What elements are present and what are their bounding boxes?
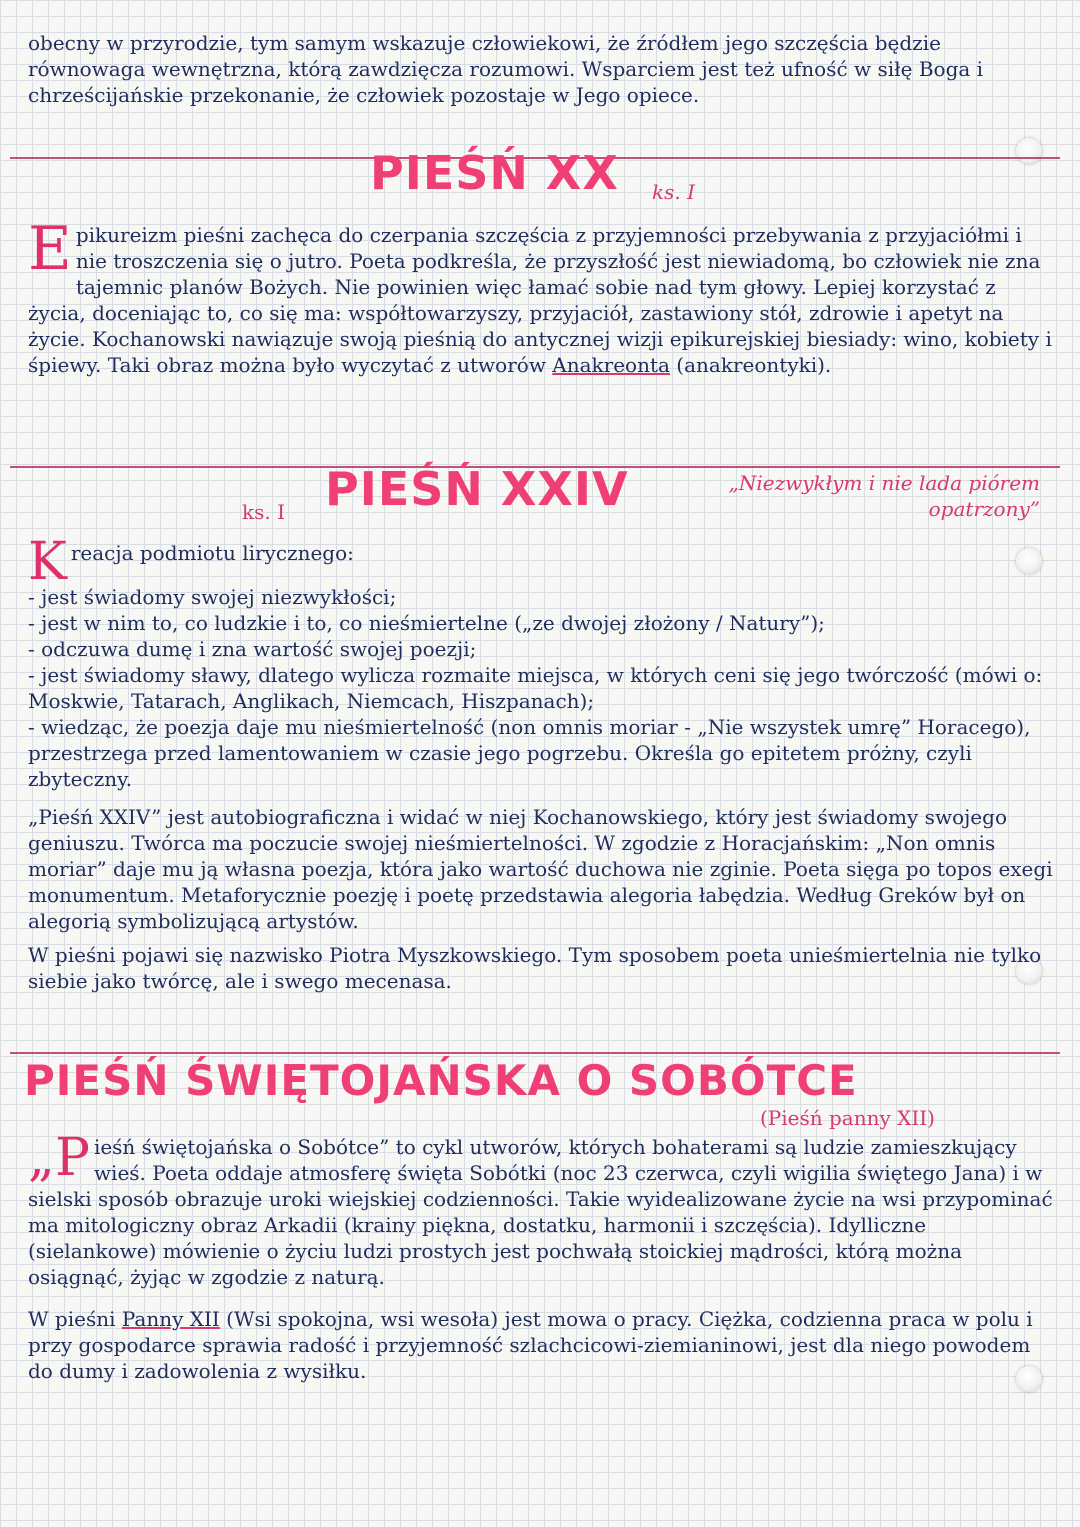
sobotka-paragraph-2 (28, 1306, 1058, 1384)
panny-xii-text: Panny XII (121, 1307, 220, 1331)
list-item: - wiedząc, że poezja daje mu nieśmiertelność (non omnis moriar - „Nie wszystek umrę” Horacego), przestrzega przed lamentowaniem w czasie jego pogrzebu. Określa go epitetem próżny, czyli zbyteczny. (28, 715, 1031, 791)
intro-paragraph (28, 30, 1058, 116)
sobotka-paragraph-2-b: (Wsi spokojna, wsi wesoła) jest mowa o pracy. Ciężka, codzienna praca w polu i przy gospodarce sprawia radość i przyjemność szlachcicowi-ziemianinowi, jest dla niego powodem do dumy i zadowolenia z wysiłku. (28, 1307, 1033, 1383)
list-item: - jest świadomy sławy, dlatego wylicza rozmaite miejsca, w których ceni się jego twórczość (mówi o: Moskwie, Tatarach, Anglikach, Niemcach, Hiszpanach); (28, 663, 1043, 713)
dropcap-p: „P (28, 1128, 90, 1188)
binder-hole (1016, 138, 1042, 164)
book-label-xxiv: ks. I (242, 500, 285, 524)
lyric-subject-list (28, 584, 1058, 792)
sobotka-paragraph-1 (28, 1128, 1058, 1290)
dropcap-e: E (28, 214, 72, 284)
section-sobotka-body (28, 1128, 1058, 1392)
list-item: - jest świadomy swojej niezwykłości; (28, 585, 397, 609)
list-item: - odczuwa dumę i zna wartość swojej poezji; (28, 637, 477, 661)
piesn-xx-text-a: pikureizm pieśni zachęca do czerpania szczęścia z przyjemności przebywania z przyjaciółmi i nie troszczenia się o jutro. Poeta podkreśla, że przyszłość jest niewiadomą, bo człowiek nie zna tajemnic planów Bożych. Nie powinien więc łamać sobie nad tym głowy. Lepiej korzystać z życia, doceniając to, co się ma: współtowarzyszy, przyjaciół, zastawiony stół, zdrowie i apetyt na życie. Kochanowski nawiązuje swoją pieśnią do antycznej wizji epikurejskiej biesiady: wino, kobiety i śpiewy. Taki obraz można było wyczytać z utworów (28, 223, 1052, 377)
piesn-xx-paragraph (28, 214, 1058, 378)
piesn-xxiv-paragraph-2: W pieśni pojawi się nazwisko Piotra Myszkowskiego. Tym sposobem poeta unieśmiertelnia nie tylko siebie jako twórcę, ale i swego mecenasa. (28, 943, 1042, 993)
lyric-subject-lead (28, 532, 1058, 592)
piesn-xxiv-paragraph-1: „Pieśń XXIV” jest autobiograficzna i widać w niej Kochanowskiego, który jest świadomy swojego geniuszu. Twórca ma poczucie swojej nieśmiertelności. W zgodzie z Horacjańskim: „Non omnis moriar” daje mu ją własna poezja, która jako wartość duchowa nie zginie. Poeta sięga po topos exegi monumentum. Metaforycznie poezję i poetę przedstawia alegoria łabędzia. Według Greków był on alegorią symbolizującą artystów. (28, 805, 1053, 933)
list-item: - jest w nim to, co ludzkie i to, co nieśmiertelne („ze dwojej złożony / Natury”); (28, 611, 825, 635)
section-piesn-xx-body (28, 214, 1058, 386)
piesn-xx-text-b: (anakreontyki). (669, 353, 832, 377)
section-title-piesn-xxiv: PIEŚŃ XXIV (325, 462, 629, 516)
lyric-subject-lead-text: reacja podmiotu lirycznego: (70, 541, 354, 565)
anakreon-link-text: Anakreonta (552, 353, 670, 377)
section-piesn-xxiv-body (28, 532, 1058, 1002)
section-title-piesn-xx: PIEŚŃ XX (370, 146, 619, 200)
sobotka-paragraph-2-a: W pieśni (28, 1307, 122, 1331)
section-subtitle-sobotka: (Pieśń panny XII) (760, 1106, 935, 1130)
section-title-sobotka: PIEŚŃ ŚWIĘTOJAŃSKA O SOBÓTCE (24, 1056, 858, 1105)
section-divider (10, 1052, 1060, 1054)
intro-text: obecny w przyrodzie, tym samym wskazuje człowiekowi, że źródłem jego szczęścia będzie równowaga wewnętrzna, którą zawdzięcza rozumowi. Wsparciem jest też ufność w siłę Boga i chrześcijańskie przekonanie, że człowiek pozostaje w Jego opiece. (28, 31, 984, 107)
dropcap-k: K (28, 532, 67, 592)
book-label-xx: ks. I (652, 180, 695, 204)
sobotka-paragraph-1-text: ieśń świętojańska o Sobótce” to cykl utworów, których bohaterami są ludzie zamieszkujący wieś. Poeta oddaje atmosferę święta Sobótki (noc 23 czerwca, czyli wigilia świętego Jana) i w sielski sposób obrazuje uroki wiejskiej codzienności. Takie wyidealizowane życie na wsi przypominać ma mitologiczny obraz Arkadii (krainy piękna, dostatku, harmonii i szczęścia). Idylliczne (sielankowe) mówienie o życiu ludzi prostych jest pochwałą stoickiej mądrości, którą można osiągnąć, żyjąc w zgodzie z naturą. (28, 1135, 1053, 1289)
section-quote: „Niezwykłym i nie lada piórem opatrzony” (728, 471, 1040, 521)
